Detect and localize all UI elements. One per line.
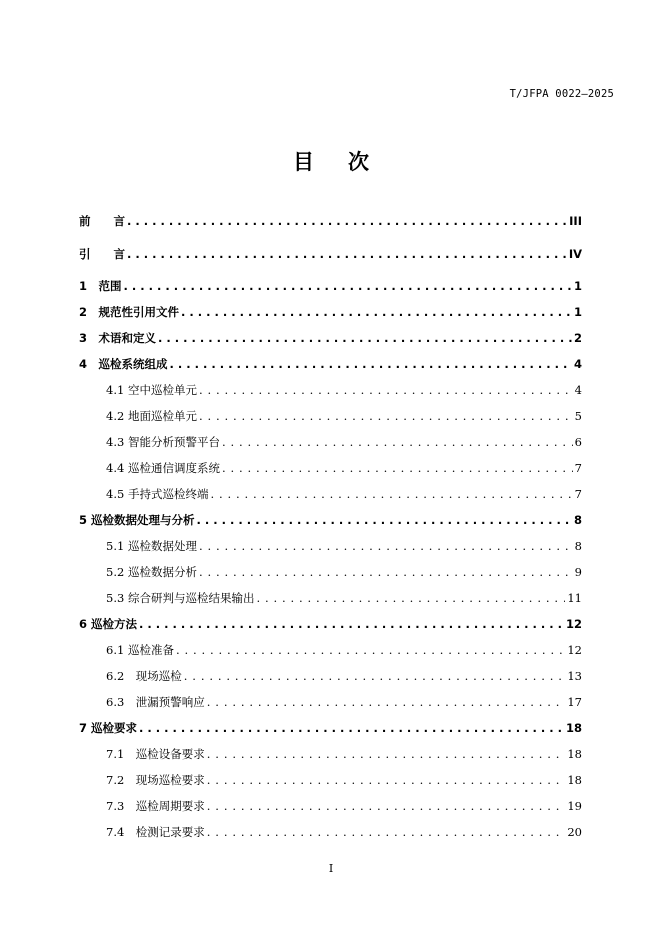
dot-leader	[158, 329, 572, 347]
toc-entry-page: 4	[573, 357, 582, 371]
toc-entry-page: 18	[567, 747, 582, 761]
toc-entry[interactable]	[79, 719, 582, 737]
title-part-1: 目	[293, 150, 314, 174]
toc-entry-page: 9	[574, 565, 582, 579]
dot-leader	[222, 433, 573, 451]
toc-entry-label: 4.3 智能分析预警平台	[106, 435, 220, 449]
toc-entry-label: 4 巡检系统组成	[79, 357, 168, 371]
toc-entry[interactable]	[79, 303, 582, 321]
dot-leader	[199, 537, 573, 555]
toc-entry[interactable]	[79, 355, 582, 373]
dot-leader	[207, 771, 566, 789]
toc-entry-label: 4.2 地面巡检单元	[106, 409, 197, 423]
dot-leader	[184, 667, 566, 685]
toc-entry-label: 6.3 泄漏预警响应	[106, 695, 205, 709]
dot-leader	[256, 589, 565, 607]
toc-entry-page: 19	[567, 799, 582, 813]
toc-entry-page: 20	[567, 825, 582, 839]
toc-entry-label: 7 巡检要求	[79, 721, 138, 735]
dot-leader	[170, 355, 572, 373]
toc-entry-label: 6 巡检方法	[79, 617, 138, 631]
toc-entry-label: 7.2 现场巡检要求	[106, 773, 205, 787]
toc-entry-page: 12	[565, 617, 582, 631]
dot-leader	[124, 277, 572, 295]
dot-leader	[207, 797, 566, 815]
dot-leader	[207, 693, 566, 711]
dot-leader	[181, 303, 572, 321]
toc-entry-label: 7.4 检测记录要求	[106, 825, 205, 839]
toc-entry[interactable]	[106, 407, 582, 425]
toc-entry-label: 6.2 现场巡检	[106, 669, 182, 683]
toc-entry-label: 5.3 综合研判与巡检结果输出	[106, 591, 255, 605]
toc-entry-page: 2	[573, 331, 582, 345]
toc-entry-page: IV	[568, 247, 582, 261]
toc-entry[interactable]	[79, 511, 582, 529]
toc-entry[interactable]	[79, 212, 582, 230]
toc-entry[interactable]	[106, 771, 582, 789]
toc-entry[interactable]	[106, 797, 582, 815]
toc-entry[interactable]	[79, 277, 582, 295]
title-part-2: 次	[348, 150, 369, 174]
toc-entry-page: 4	[574, 383, 582, 397]
page-title	[0, 146, 662, 176]
dot-leader	[222, 459, 573, 477]
toc-entry-page: 6	[574, 435, 582, 449]
toc-entry-page: 7	[574, 487, 582, 501]
toc-entry[interactable]	[106, 667, 582, 685]
dot-leader	[199, 381, 573, 399]
toc-entry[interactable]	[79, 615, 582, 633]
toc-entry[interactable]	[106, 589, 582, 607]
toc-entry[interactable]	[106, 641, 582, 659]
toc-entry[interactable]	[106, 563, 582, 581]
toc-entry-page: 5	[574, 409, 582, 423]
toc-entry[interactable]	[79, 245, 582, 263]
toc-entry[interactable]	[106, 693, 582, 711]
dot-leader	[207, 745, 566, 763]
page-number: I	[328, 862, 334, 875]
dot-leader	[207, 823, 566, 841]
toc-entry-page: 1	[573, 305, 582, 319]
dot-leader	[127, 212, 567, 230]
toc-entry-page: 8	[574, 539, 582, 553]
toc-entry-label: 4.1 空中巡检单元	[106, 383, 197, 397]
toc-entry[interactable]	[106, 485, 582, 503]
dot-leader	[210, 485, 572, 503]
toc-entry-label: 5.1 巡检数据处理	[106, 539, 197, 553]
toc-entry-label: 5.2 巡检数据分析	[106, 565, 197, 579]
toc-entry-page: 8	[573, 513, 582, 527]
dot-leader	[199, 407, 573, 425]
toc-entry-label: 7.3 巡检周期要求	[106, 799, 205, 813]
toc-entry-label: 4.5 手持式巡检终端	[106, 487, 209, 501]
toc-entry-page: 18	[565, 721, 582, 735]
dot-leader	[139, 719, 564, 737]
document-code: T/JFPA 0022—2025	[509, 88, 614, 100]
toc-entry-label: 引 言	[79, 247, 125, 261]
toc-entry-label: 前 言	[79, 214, 125, 228]
toc-entry[interactable]	[106, 537, 582, 555]
toc-entry[interactable]	[106, 745, 582, 763]
toc-entry-page: III	[569, 214, 582, 228]
toc-entry-label: 4.4 巡检通信调度系统	[106, 461, 220, 475]
dot-leader	[139, 615, 564, 633]
toc-entry-label: 3 术语和定义	[79, 331, 157, 345]
toc-entry[interactable]	[106, 381, 582, 399]
toc-entry[interactable]	[106, 433, 582, 451]
toc-entry[interactable]	[106, 459, 582, 477]
dot-leader	[176, 641, 565, 659]
toc-entry-label: 7.1 巡检设备要求	[106, 747, 205, 761]
toc-entry-label: 1 范围	[79, 279, 122, 293]
toc-entry-page: 13	[567, 669, 582, 683]
dot-leader	[199, 563, 573, 581]
toc-entry-page: 12	[567, 643, 582, 657]
dot-leader	[197, 511, 572, 529]
toc-entry-label: 2 规范性引用文件	[79, 305, 180, 319]
toc-entry-page: 1	[573, 279, 582, 293]
toc-entry-page: 17	[567, 695, 582, 709]
toc-entry[interactable]	[79, 329, 582, 347]
dot-leader	[127, 245, 567, 263]
toc-entry-page: 11	[567, 591, 582, 605]
toc-entry[interactable]	[106, 823, 582, 841]
toc-entry-label: 5 巡检数据处理与分析	[79, 513, 195, 527]
toc-entry-page: 7	[574, 461, 582, 475]
toc-entry-page: 18	[567, 773, 582, 787]
toc-entry-label: 6.1 巡检准备	[106, 643, 174, 657]
